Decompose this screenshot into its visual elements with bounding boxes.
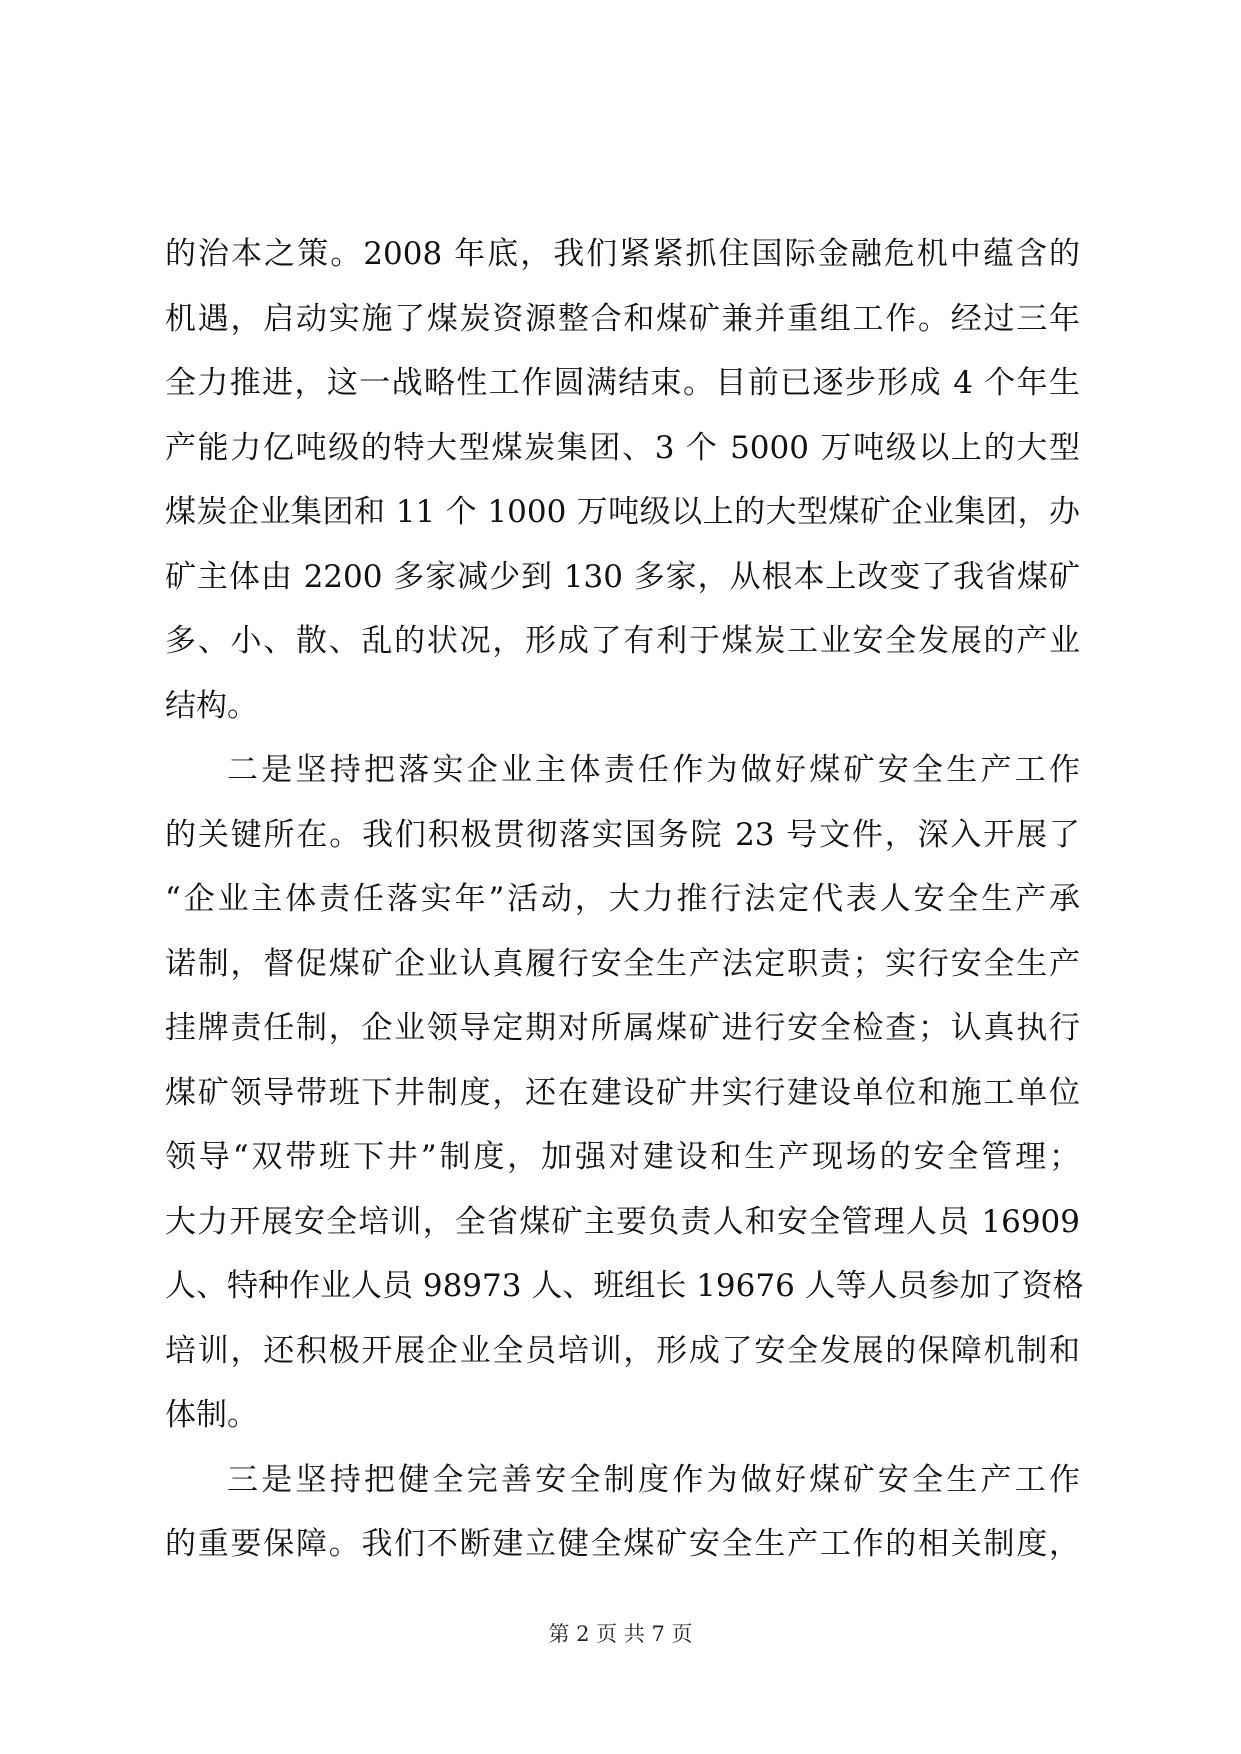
text-line: 机遇，启动实施了煤炭资源整合和煤矿兼并重组工作。经过三年 [165, 300, 1080, 337]
text-line: 产能力亿吨级的特大型煤炭集团、3 个 5000 万吨级以上的大型 [165, 429, 1080, 466]
text-line: 多、小、散、乱的状况，形成了有利于煤炭工业安全发展的产业 [165, 623, 1080, 659]
text-line: 体制。 [165, 1397, 258, 1433]
paragraph-start-line: 三是坚持把健全完善安全制度作为做好煤矿安全生产工作 [227, 1461, 1080, 1498]
text-line: 大力开展安全培训，全省煤矿主要负责人和安全管理人员 16909 [165, 1203, 1080, 1240]
text-line: 的治本之策。2008 年底，我们紧紧抓住国际金融危机中蕴含的 [165, 236, 1080, 272]
paragraph-start-line: 二是坚持把落实企业主体责任作为做好煤矿安全生产工作 [227, 752, 1080, 788]
text-line: 结构。 [165, 687, 258, 724]
text-line: 矿主体由 2200 多家减少到 130 多家，从根本上改变了我省煤矿 [165, 558, 1080, 595]
text-line: 全力推进，这一战略性工作圆满结束。目前已逐步形成 4 个年生 [165, 365, 1080, 401]
text-line: “企业主体责任落实年”活动，大力推行法定代表人安全生产承 [165, 881, 1080, 917]
text-line: 培训，还积极开展企业全员培训，形成了安全发展的保障机制和 [165, 1332, 1080, 1369]
text-line: 领导“双带班下井”制度，加强对建设和生产现场的安全管理； [165, 1139, 1080, 1175]
text-line: 的关键所在。我们积极贯彻落实国务院 23 号文件，深入开展了 [165, 816, 1080, 853]
text-line: 煤炭企业集团和 11 个 1000 万吨级以上的大型煤矿企业集团，办 [165, 494, 1080, 530]
text-line: 人、特种作业人员 98973 人、班组长 19676 人等人员参加了资格 [165, 1268, 1084, 1304]
body-text [165, 222, 1084, 1577]
text-line: 诺制，督促煤矿企业认真履行安全生产法定职责；实行安全生产 [165, 945, 1080, 982]
text-line: 的重要保障。我们不断建立健全煤矿安全生产工作的相关制度， [165, 1526, 1080, 1562]
text-line: 煤矿领导带班下井制度，还在建设矿井实行建设单位和施工单位 [165, 1074, 1080, 1111]
page-number-footer: 第 2 页 共 7 页 [548, 1622, 693, 1646]
text-line: 挂牌责任制，企业领导定期对所属煤矿进行安全检查；认真执行 [165, 1010, 1080, 1046]
